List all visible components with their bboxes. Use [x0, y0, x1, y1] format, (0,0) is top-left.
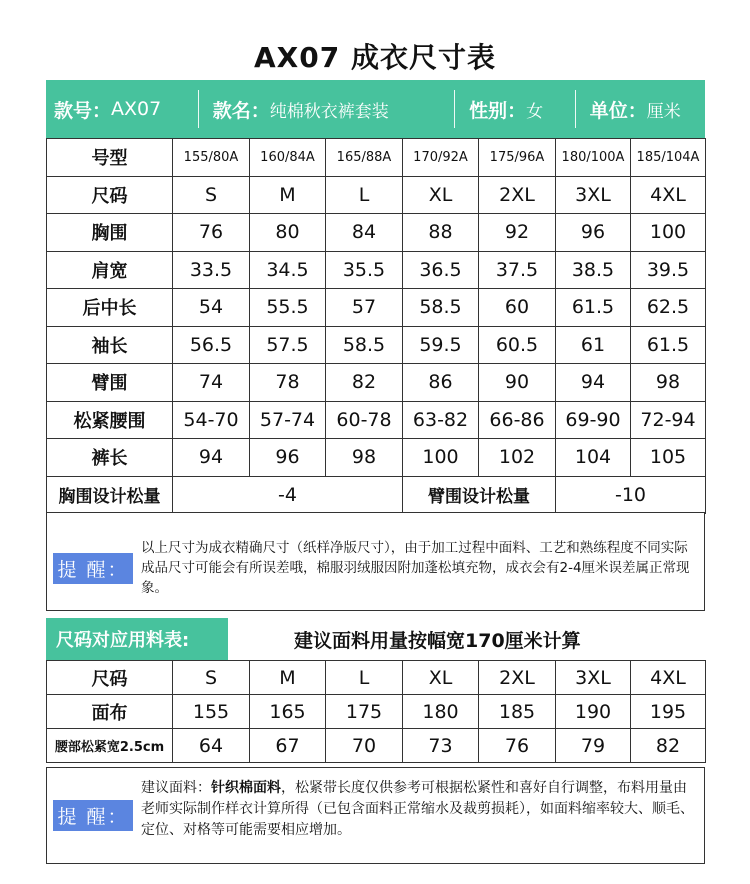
arm-ease-label: 臂围设计松量: [403, 476, 556, 513]
table-cell: 3XL: [556, 661, 631, 695]
row-label: 胸围: [47, 214, 173, 252]
reminder-text: [141, 778, 694, 841]
table-cell: 80: [250, 214, 326, 252]
table-cell: M: [250, 176, 326, 214]
unit-value: 厘米: [646, 101, 681, 122]
table-cell: 36.5: [403, 251, 479, 289]
style-name-cell: [199, 80, 454, 138]
table-cell: 34.5: [250, 251, 326, 289]
fabric-suggestion-bold: 针织棉面料: [211, 780, 281, 796]
table-cell: 98: [631, 364, 706, 402]
reminder-box-1: [46, 512, 705, 611]
table-cell: 33.5: [173, 251, 250, 289]
table-cell: 60.5: [479, 326, 556, 364]
table-cell: 73: [403, 729, 479, 763]
fabric-table: [46, 660, 706, 763]
fabric-suggestion-prefix: 建议面料：: [141, 780, 211, 796]
table-row: [47, 176, 706, 214]
table-cell: 67: [250, 729, 326, 763]
table-cell: 79: [556, 729, 631, 763]
table-cell: 102: [479, 439, 556, 477]
table-cell: 96: [556, 214, 631, 252]
unit-label: 单位：: [589, 99, 647, 122]
table-cell: 69-90: [556, 401, 631, 439]
table-cell: L: [326, 176, 403, 214]
table-cell: 70: [326, 729, 403, 763]
table-row: [47, 251, 706, 289]
style-no-value: AX07: [111, 98, 162, 120]
table-cell: 58.5: [326, 326, 403, 364]
row-label: 肩宽: [47, 251, 173, 289]
table-cell: 92: [479, 214, 556, 252]
style-no-cell: [46, 80, 198, 138]
table-row: [47, 661, 706, 695]
table-cell: 3XL: [556, 176, 631, 214]
row-label: 臂围: [47, 364, 173, 402]
table-cell: 74: [173, 364, 250, 402]
table-cell: 54-70: [173, 401, 250, 439]
table-cell: 62.5: [631, 289, 706, 327]
style-no-label: 款号：: [54, 99, 112, 122]
table-row: [47, 729, 706, 763]
table-cell: S: [173, 661, 250, 695]
table-cell: 155: [173, 695, 250, 729]
table-cell: 55.5: [250, 289, 326, 327]
table-cell: 175: [326, 695, 403, 729]
table-cell: 38.5: [556, 251, 631, 289]
table-cell: 57: [326, 289, 403, 327]
row-label: 腰部松紧宽2.5cm: [47, 729, 173, 763]
table-cell: 72-94: [631, 401, 706, 439]
table-cell: 61.5: [556, 289, 631, 327]
row-label: 裤长: [47, 439, 173, 477]
table-cell: 185: [479, 695, 556, 729]
arm-ease-value: -10: [556, 476, 706, 513]
table-cell: 104: [556, 439, 631, 477]
style-name-label: 款名：: [212, 99, 270, 122]
table-row: [47, 326, 706, 364]
table-cell: 94: [556, 364, 631, 402]
table-cell: 100: [403, 439, 479, 477]
table-row: [47, 214, 706, 252]
table-cell: 2XL: [479, 176, 556, 214]
table-cell: 4XL: [631, 176, 706, 214]
table-cell: 88: [403, 214, 479, 252]
table-cell: 57.5: [250, 326, 326, 364]
table-cell: 60: [479, 289, 556, 327]
table-cell: 4XL: [631, 661, 706, 695]
table-cell: 66-86: [479, 401, 556, 439]
ease-row: [47, 476, 706, 513]
row-label: 号型: [47, 139, 173, 177]
row-label: 松紧腰围: [47, 401, 173, 439]
table-cell: 165/88A: [326, 139, 403, 177]
table-cell: 82: [631, 729, 706, 763]
table-cell: M: [250, 661, 326, 695]
row-label: 尺码: [47, 661, 173, 695]
table-cell: 63-82: [403, 401, 479, 439]
page-title: AX07 成衣尺寸表: [254, 41, 496, 74]
table-cell: L: [326, 661, 403, 695]
size-table: [46, 138, 706, 514]
reminder-text: 以上尺寸为成衣精确尺寸（纸样净版尺寸），由于加工过程中面料、工艺和熟练程度不同实际成品尺寸可能会有所误差哦，棉服羽绒服因附加蓬松填充物，成衣会有2-4厘米误差属正常现象。: [141, 540, 690, 596]
reminder-box-2: [46, 767, 705, 864]
table-cell: XL: [403, 661, 479, 695]
table-cell: 98: [326, 439, 403, 477]
table-cell: 185/104A: [631, 139, 706, 177]
row-label: 后中长: [47, 289, 173, 327]
table-cell: 86: [403, 364, 479, 402]
fabric-suggestion-text: ，松紧带长度仅供参考可根据松紧性和喜好自行调整，布料用量由老师实际制作样衣计算所得（已包含面料正常缩水及裁剪损耗），如面料缩率较大、顺毛、定位、对格等可能需要相应增加。: [141, 780, 694, 838]
chest-ease-label: 胸围设计松量: [47, 476, 173, 513]
table-cell: 2XL: [479, 661, 556, 695]
table-row: [47, 289, 706, 327]
fabric-table-tab: 尺码对应用料表:: [46, 618, 228, 660]
table-cell: 61: [556, 326, 631, 364]
table-cell: 195: [631, 695, 706, 729]
table-row: [47, 139, 706, 177]
gender-cell: [455, 80, 575, 138]
row-label: 尺码: [47, 176, 173, 214]
table-row: [47, 439, 706, 477]
reminder-tag: 提 醒：: [53, 553, 133, 584]
table-cell: 64: [173, 729, 250, 763]
table-cell: 82: [326, 364, 403, 402]
table-row: [47, 364, 706, 402]
table-cell: 56.5: [173, 326, 250, 364]
table-cell: 100: [631, 214, 706, 252]
table-cell: 105: [631, 439, 706, 477]
table-cell: 59.5: [403, 326, 479, 364]
fabric-subtitle: 建议面料用量按幅宽170厘米计算: [294, 629, 581, 652]
table-cell: 96: [250, 439, 326, 477]
table-cell: 37.5: [479, 251, 556, 289]
fabric-section-header: [46, 618, 705, 660]
table-cell: 180: [403, 695, 479, 729]
table-cell: S: [173, 176, 250, 214]
table-cell: 190: [556, 695, 631, 729]
table-cell: 94: [173, 439, 250, 477]
table-cell: 54: [173, 289, 250, 327]
gender-value: 女: [526, 101, 544, 122]
table-cell: 155/80A: [173, 139, 250, 177]
table-cell: 35.5: [326, 251, 403, 289]
row-label: 面布: [47, 695, 173, 729]
table-cell: 61.5: [631, 326, 706, 364]
table-cell: 180/100A: [556, 139, 631, 177]
reminder-tag: 提 醒：: [53, 800, 133, 831]
table-cell: 160/84A: [250, 139, 326, 177]
table-cell: XL: [403, 176, 479, 214]
table-cell: 57-74: [250, 401, 326, 439]
table-cell: 90: [479, 364, 556, 402]
gender-label: 性别：: [469, 99, 527, 122]
style-info-banner: [46, 80, 705, 138]
table-row: [47, 401, 706, 439]
table-cell: 60-78: [326, 401, 403, 439]
table-row: [47, 695, 706, 729]
style-name-value: 纯棉秋衣裤套装: [269, 101, 389, 122]
unit-cell: [576, 80, 705, 138]
table-cell: 78: [250, 364, 326, 402]
table-cell: 58.5: [403, 289, 479, 327]
row-label: 袖长: [47, 326, 173, 364]
table-cell: 76: [173, 214, 250, 252]
table-cell: 175/96A: [479, 139, 556, 177]
table-cell: 170/92A: [403, 139, 479, 177]
chest-ease-value: -4: [173, 476, 403, 513]
table-cell: 39.5: [631, 251, 706, 289]
table-cell: 165: [250, 695, 326, 729]
table-cell: 84: [326, 214, 403, 252]
table-cell: 76: [479, 729, 556, 763]
